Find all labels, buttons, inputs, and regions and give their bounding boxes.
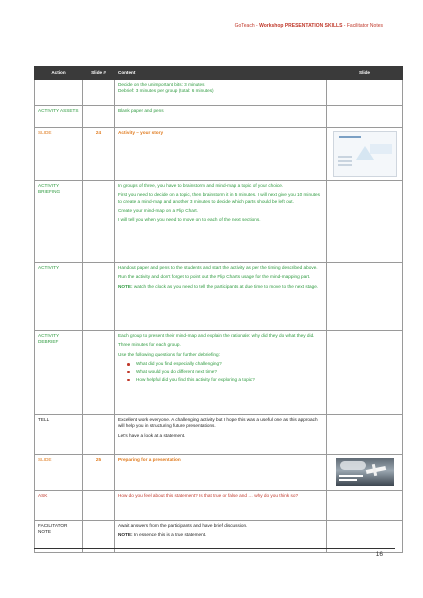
content-cell [115, 181, 327, 263]
page-header [235, 23, 383, 29]
content-cell [115, 80, 327, 106]
content-cell [115, 491, 327, 521]
debrief-question-list [118, 361, 323, 383]
table-row [35, 106, 403, 128]
content-paragraph: Three minutes for each group. [118, 342, 181, 348]
header-slide-number: Slide # [83, 67, 115, 80]
content-paragraph: Excellent work everyone. A challenging activity but I hope this was a useful one as this approach will help you in structuring future presentations. [118, 417, 318, 429]
facilitator-notes-table [34, 66, 403, 553]
content-line: Decide on the unimportant bits: 3 minutes [118, 82, 205, 87]
content-paragraph: Each group to present their mind-map and explain the rationale: why did they do what they did. [118, 333, 315, 338]
action-cell: SLIDE [35, 128, 83, 181]
thumbnail-text-line [338, 156, 352, 158]
content-paragraph: Let's have a look at a statement. [118, 432, 186, 438]
slide-number-cell [83, 106, 115, 128]
slide-thumbnail-activity [333, 131, 397, 177]
list-item: What would you do different next time? [136, 369, 323, 375]
header-suffix: - Facilitator Notes [342, 23, 383, 29]
table-row [35, 181, 403, 263]
action-cell: SLIDE [35, 455, 83, 491]
slide-number-cell [83, 181, 115, 263]
content-paragraph: Run the activity and don't forget to point out the Flip Charts usage for the mind-mapping part. [118, 274, 311, 280]
slide-number-cell: 24 [83, 128, 115, 181]
page-number: 16 [375, 551, 383, 558]
thumbnail-box [370, 144, 392, 154]
slide-image-cell [327, 415, 403, 455]
slide-number-cell [83, 415, 115, 455]
content-paragraph: Use the following questions for further debriefing: [118, 351, 220, 357]
content-line: Blank paper and pens [118, 108, 164, 113]
slide-number-cell [83, 263, 115, 331]
slide-number-cell [83, 80, 115, 106]
content-paragraph: In groups of three, you have to brainstorm and mind-map a topic of your choice. [118, 183, 284, 188]
list-item: What did you find especially challenging? [136, 361, 323, 367]
thumbnail-text-line [339, 475, 363, 477]
content-note [118, 532, 323, 538]
action-cell [35, 80, 83, 106]
content-paragraph: Handout paper and pens to the students and start the activity as per the timing described above. [118, 265, 318, 270]
thumbnail-title-bar [339, 136, 361, 138]
header-workshop-title: Workshop PRESENTATION SKILLS [259, 23, 343, 29]
note-label: NOTE: [118, 532, 133, 538]
table-row [35, 455, 403, 491]
thumbnail-cloud [340, 461, 366, 470]
action-cell: ACTIVITY BRIEFING [35, 181, 83, 263]
slide-number-cell: 25 [83, 455, 115, 491]
action-cell: ACTIVITY ASSETS [35, 106, 83, 128]
thumbnail-text-line [338, 164, 352, 166]
content-paragraph: First you need to decide on a topic, then brainstorm it in 5 minutes. I will next give you 10 minutes to create a mind-map and another 3 minutes to decide which parts should be left out. [118, 192, 320, 204]
thumbnail-text-line [339, 479, 357, 481]
header-slide-image: Slide [327, 67, 403, 80]
table-row [35, 128, 403, 181]
slide-image-cell [327, 263, 403, 331]
table-row [35, 263, 403, 331]
content-paragraph: Await answers from the participants and have brief discussion. [118, 523, 248, 528]
slide-number-cell [83, 491, 115, 521]
slide-image-cell [327, 181, 403, 263]
action-cell: ACTIVITY DEBRIEF [35, 331, 83, 415]
slide-title-cell: Preparing for a presentation [115, 455, 327, 491]
header-content: Content [115, 67, 327, 80]
note-text: In essence this is a true statement. [132, 532, 207, 538]
action-cell: TELL [35, 415, 83, 455]
table-row [35, 415, 403, 455]
thumbnail-text-line [338, 160, 352, 162]
slide-thumbnail-airplane [336, 458, 394, 486]
table-header-row [35, 67, 403, 80]
content-cell [115, 263, 327, 331]
list-item: How helpful did you find this activity for exploring a topic? [136, 377, 323, 383]
content-note [118, 284, 323, 290]
header-action: Action [35, 67, 83, 80]
action-cell: ACTIVITY [35, 263, 83, 331]
table-row [35, 80, 403, 106]
thumbnail-plane-wing [371, 464, 376, 476]
slide-image-cell [327, 331, 403, 415]
note-label: NOTE: [118, 283, 133, 289]
content-cell [115, 331, 327, 415]
content-cell [115, 106, 327, 128]
slide-image-cell [327, 106, 403, 128]
content-paragraph: I will tell you when you need to move on to each of the next sections. [118, 217, 261, 223]
table-row [35, 331, 403, 415]
table-row [35, 491, 403, 521]
slide-image-cell [327, 80, 403, 106]
slide-number-cell [83, 331, 115, 415]
content-paragraph: Create your mind-map on a Flip Chart. [118, 207, 198, 213]
content-cell [115, 415, 327, 455]
note-text: watch the clock as you need to tell the participants at due time to move to the next stage. [132, 283, 319, 289]
slide-image-cell [327, 491, 403, 521]
content-line: Debrief: 3 minutes per group (total: 6 minutes) [118, 88, 214, 94]
footer-divider [34, 548, 395, 549]
slide-title-cell: Activity – your story [115, 128, 327, 181]
action-cell: FACILITATOR NOTE [35, 521, 83, 553]
slide-image-cell [327, 128, 403, 181]
action-cell: ASK [35, 491, 83, 521]
slide-image-cell [327, 455, 403, 491]
header-prefix: GoTeach - [234, 23, 260, 29]
content-paragraph: How do you feel about this statement? Is that true or false and … why do you think so? [118, 493, 299, 498]
